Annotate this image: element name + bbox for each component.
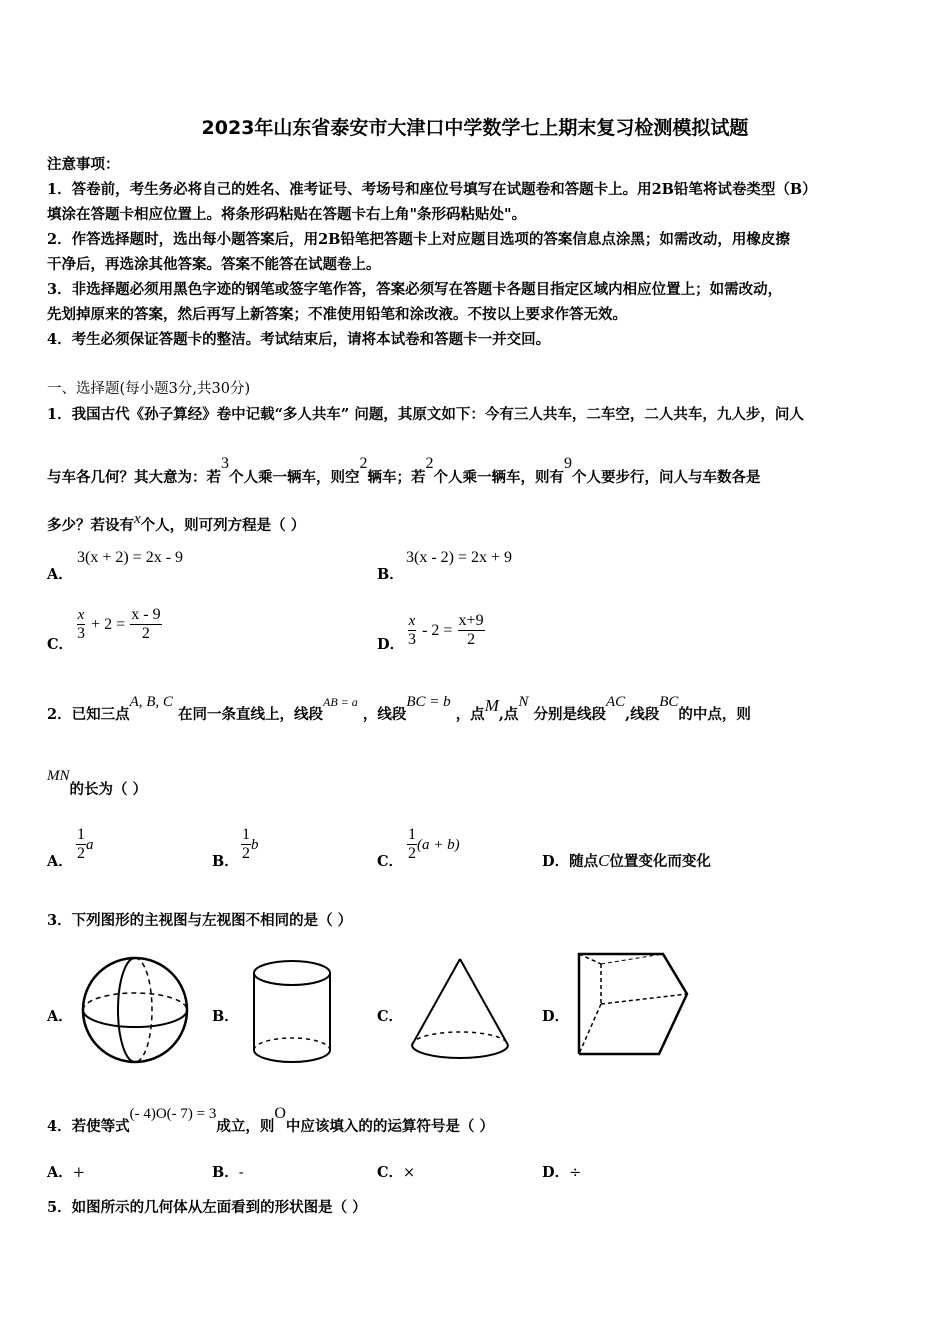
q1-option-d-label[interactable]: D． bbox=[377, 636, 405, 653]
q4-option-a[interactable]: A．+ bbox=[47, 1164, 85, 1181]
q2-line1: 2．已知三点A, B, C 在同一条直线上，线段$^{AB = a}$ ，线段BC = b ，点M,点N 分别是线段AC,线段BC的中点，则 bbox=[47, 694, 751, 723]
cone-figure[interactable] bbox=[408, 955, 513, 1065]
q2-option-a-expr[interactable]: $\frac{1}{2}$ a bbox=[77, 826, 94, 862]
q2-option-b-label[interactable]: B． bbox=[212, 853, 239, 870]
q4-option-d[interactable]: D．÷ bbox=[542, 1164, 582, 1181]
q2-option-b-expr[interactable]: $\frac{1}{2}$ b bbox=[242, 826, 259, 862]
q3-option-a-label[interactable]: A． bbox=[47, 1008, 73, 1025]
q5-question: 5．如图所示的几何体从左面看到的形状图是（ ） bbox=[47, 1199, 367, 1216]
q2-line2: MN的长为（ ） bbox=[47, 768, 148, 798]
q3-option-d-label[interactable]: D． bbox=[542, 1008, 570, 1025]
q3-option-b-label[interactable]: B． bbox=[212, 1008, 239, 1025]
notice-line: 1．答卷前，考生务必将自己的姓名、准考证号、考场号和座位号填写在试题卷和答题卡上。用2B铅笔将试卷类型（B） bbox=[47, 181, 817, 198]
q3-question: 3．下列图形的主视图与左视图不相同的是（ ） bbox=[47, 912, 353, 929]
q4-option-c[interactable]: C．× bbox=[377, 1164, 416, 1181]
cylinder-figure[interactable] bbox=[250, 958, 335, 1068]
q2-option-c-label[interactable]: C． bbox=[377, 853, 404, 870]
page-title: 2023年山东省泰安市大津口中学数学七上期末复习检测模拟试题 bbox=[201, 117, 749, 139]
q1-option-a-label[interactable]: A． bbox=[47, 566, 73, 583]
q2-option-c-expr[interactable]: $\frac{1}{2}$ (a + b) bbox=[408, 826, 460, 862]
sphere-figure[interactable] bbox=[80, 955, 190, 1065]
section-heading: 一、选择题(每小题3分,共30分) bbox=[47, 381, 251, 397]
q1-line3: 多少？若设有x个人，则可列方程是（ ） bbox=[47, 511, 306, 534]
q1-option-c-label[interactable]: C． bbox=[47, 636, 74, 653]
q4-question: 4．若使等式(- 4)O(- 7) = 3成立，则O中应该填入的的运算符号是（ ） bbox=[47, 1105, 494, 1135]
q2-option-a-label[interactable]: A． bbox=[47, 853, 73, 870]
q1-option-d-expr[interactable]: $\frac{x}{3}$ - 2 = $\frac{x+9}{2}$ bbox=[408, 612, 484, 648]
notice-line: 4．考生必须保证答题卡的整洁。考试结束后，请将本试卷和答题卡一并交回。 bbox=[47, 331, 551, 348]
q1-line1: 1．我国古代《孙子算经》卷中记载“多人共车” 问题，其原文如下：今有三人共车，二车空，二人共车，九人步，问人 bbox=[47, 406, 804, 423]
notice-line: 填涂在答题卡相应位置上。将条形码粘贴在答题卡右上角"条形码粘贴处"。 bbox=[47, 206, 527, 223]
q2-option-d[interactable]: D．随点C位置变化而变化 bbox=[542, 851, 711, 870]
notice-line: 干净后，再选涂其他答案。答案不能答在试题卷上。 bbox=[47, 256, 381, 273]
q1-line2: 与车各几何？其大意为：若3个人乘一辆车，则空2辆车；若2个人乘一辆车，则有9个人要步行，问人与车数各是 bbox=[47, 455, 761, 486]
prism-figure[interactable] bbox=[573, 950, 693, 1062]
q1-option-a-expr[interactable]: 3(x + 2) = 2x - 9 bbox=[77, 549, 184, 566]
notice-heading: 注意事项： bbox=[47, 156, 120, 173]
q1-option-b-label[interactable]: B． bbox=[377, 566, 404, 583]
q3-option-c-label[interactable]: C． bbox=[377, 1008, 404, 1025]
notice-line: 3．非选择题必须用黑色字迹的钢笔或签字笔作答，答案必须写在答题卡各题目指定区域内相应位置上；如需改动， bbox=[47, 281, 783, 298]
notice-line: 2．作答选择题时，选出每小题答案后，用2B铅笔把答题卡上对应题目选项的答案信息点涂黑；如需改动，用橡皮擦 bbox=[47, 231, 790, 248]
notice-line: 先划掉原来的答案，然后再写上新答案；不准使用铅笔和涂改液。不按以上要求作答无效。 bbox=[47, 306, 627, 323]
q1-option-c-expr[interactable]: $\frac{x}{3}$ + 2 = $\frac{x - 9}{2}$ bbox=[77, 606, 161, 642]
q4-option-b[interactable]: B．- bbox=[212, 1164, 244, 1181]
q1-option-b-expr[interactable]: 3(x - 2) = 2x + 9 bbox=[406, 549, 513, 566]
